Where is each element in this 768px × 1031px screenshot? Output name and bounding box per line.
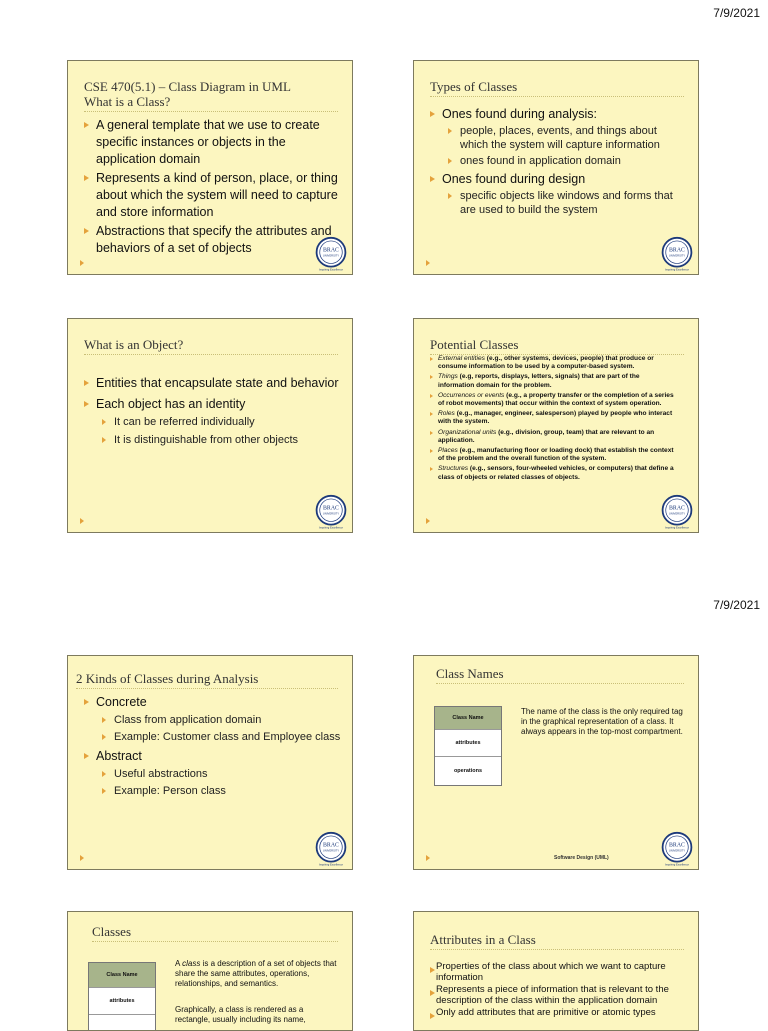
footer-arrow-icon bbox=[80, 855, 84, 861]
attributes-compartment: attributes bbox=[89, 988, 155, 1015]
svg-text:Inspiring Excellence: Inspiring Excellence bbox=[319, 268, 343, 272]
list-item: Structures (e.g., sensors, four-wheeled vehicles, or computers) that define a class of objects or related classes of objects. bbox=[428, 465, 674, 481]
sub-bullet: Example: Customer class and Employee class bbox=[82, 730, 342, 744]
slide-class-names bbox=[413, 655, 699, 870]
uml-class-box bbox=[88, 962, 156, 1031]
attributes-compartment: attributes bbox=[435, 730, 501, 757]
footer-arrow-icon bbox=[80, 518, 84, 524]
list-item: Occurrences or events (e.g., a property transfer or the completion of a series of robot movements) that occur within the context of system operation. bbox=[428, 392, 674, 408]
slide-what-is-an-object bbox=[67, 318, 353, 533]
svg-text:BRAC: BRAC bbox=[669, 247, 685, 254]
slide-classes bbox=[67, 911, 353, 1031]
bullet: Each object has an identity bbox=[82, 396, 342, 413]
operations-compartment: operations bbox=[453, 768, 483, 774]
svg-text:UNIVERSITY: UNIVERSITY bbox=[322, 512, 340, 516]
bullet: Ones found during analysis: bbox=[428, 106, 688, 123]
svg-text:BRAC: BRAC bbox=[669, 505, 685, 512]
class-names-description: The name of the class is the only required tag in the graphical representation of a class. It always appears in the top-most compartment. bbox=[521, 707, 683, 736]
university-logo bbox=[659, 236, 695, 272]
class-name-compartment: Class Name bbox=[89, 963, 155, 988]
slide-attributes-in-a-class bbox=[413, 911, 699, 1031]
footer-arrow-icon bbox=[426, 260, 430, 266]
list-item: External entities (e.g., other systems, devices, people) that produce or consume information to be used by a computer-based system. bbox=[428, 355, 674, 371]
svg-text:BRAC: BRAC bbox=[323, 247, 339, 254]
operations-compartment bbox=[89, 1015, 155, 1031]
bullet: Entities that encapsulate state and behavior bbox=[82, 375, 342, 392]
slide-kinds-of-classes bbox=[67, 655, 353, 870]
slide-title: CSE 470(5.1) – Class Diagram in UML What is a Class? bbox=[84, 79, 338, 112]
bullet-list bbox=[428, 962, 684, 1019]
svg-text:UNIVERSITY: UNIVERSITY bbox=[668, 512, 686, 516]
svg-text:UNIVERSITY: UNIVERSITY bbox=[668, 254, 686, 258]
bullet-list bbox=[428, 106, 688, 217]
slide-types-of-classes bbox=[413, 60, 699, 275]
page-date: 7/9/2021 bbox=[713, 6, 760, 20]
slide-title: Class Names bbox=[436, 666, 684, 684]
slide-title: Attributes in a Class bbox=[430, 932, 684, 950]
footer-arrow-icon bbox=[426, 855, 430, 861]
sub-bullet: people, places, events, and things about which the system will capture information bbox=[428, 124, 688, 152]
bullet-list bbox=[82, 117, 342, 257]
svg-text:Inspiring Excellence: Inspiring Excellence bbox=[665, 526, 689, 530]
bullet: Properties of the class about which we want to capture information bbox=[428, 962, 684, 983]
slide-title: Types of Classes bbox=[430, 79, 684, 97]
university-logo bbox=[313, 494, 349, 530]
list-item: Organizational units (e.g., division, group, team) that are relevant to an application. bbox=[428, 429, 674, 445]
svg-text:UNIVERSITY: UNIVERSITY bbox=[322, 849, 340, 853]
class-graphic-description: Graphically, a class is rendered as a rectangle, usually including its name, bbox=[175, 1005, 306, 1024]
slide-title: Classes bbox=[92, 924, 338, 942]
slide-what-is-a-class bbox=[67, 60, 353, 275]
slide-potential-classes bbox=[413, 318, 699, 533]
university-logo bbox=[313, 236, 349, 272]
bullet: Abstractions that specify the attributes and behaviors of a set of objects bbox=[82, 223, 342, 257]
bullet: Represents a piece of information that is relevant to the description of the class within the application domain bbox=[428, 985, 684, 1006]
bullet-list bbox=[82, 375, 342, 447]
svg-text:BRAC: BRAC bbox=[669, 842, 685, 849]
slide-footer: Software Design (UML) bbox=[554, 855, 609, 861]
svg-text:BRAC: BRAC bbox=[323, 842, 339, 849]
bullet: A general template that we use to create specific instances or objects in the application domain bbox=[82, 117, 342, 168]
svg-text:Inspiring Excellence: Inspiring Excellence bbox=[665, 268, 689, 272]
class-definition: A class is a description of a set of objects that share the same attributes, operations, relationships, and semantics. bbox=[175, 959, 337, 988]
bullet: Ones found during design bbox=[428, 171, 688, 188]
svg-text:Inspiring Excellence: Inspiring Excellence bbox=[319, 863, 343, 867]
list-item: Things (e.g, reports, displays, letters, signals) that are part of the information domain for the problem. bbox=[428, 373, 674, 389]
slide-title: What is an Object? bbox=[84, 337, 338, 355]
sub-bullet: Class from application domain bbox=[82, 713, 342, 727]
bullet-list bbox=[428, 355, 674, 484]
university-logo bbox=[659, 494, 695, 530]
bullet: Represents a kind of person, place, or thing about which the system will need to capture and store information bbox=[82, 170, 342, 221]
svg-text:Inspiring Excellence: Inspiring Excellence bbox=[319, 526, 343, 530]
svg-text:UNIVERSITY: UNIVERSITY bbox=[322, 254, 340, 258]
sub-bullet: It can be referred individually bbox=[82, 415, 342, 429]
list-item: Roles (e.g., manager, engineer, salesperson) played by people who interact with the system. bbox=[428, 410, 674, 426]
class-name-compartment: Class Name bbox=[435, 707, 501, 730]
slide-title: Potential Classes bbox=[430, 337, 684, 355]
svg-text:Inspiring Excellence: Inspiring Excellence bbox=[665, 863, 689, 867]
uml-class-box bbox=[434, 706, 502, 786]
footer-arrow-icon bbox=[80, 260, 84, 266]
bullet: Concrete bbox=[82, 694, 342, 711]
university-logo bbox=[313, 831, 349, 867]
sub-bullet: Example: Person class bbox=[82, 784, 342, 798]
page-date: 7/9/2021 bbox=[713, 598, 760, 612]
list-item: Places (e.g., manufacturing floor or loading dock) that establish the context of the problem and the overall function of the system. bbox=[428, 447, 674, 463]
bullet-list bbox=[82, 694, 342, 798]
slide-title: 2 Kinds of Classes during Analysis bbox=[76, 671, 338, 689]
svg-text:BRAC: BRAC bbox=[323, 505, 339, 512]
bullet: Only add attributes that are primitive or atomic types bbox=[428, 1008, 684, 1019]
footer-arrow-icon bbox=[426, 518, 430, 524]
svg-text:UNIVERSITY: UNIVERSITY bbox=[668, 849, 686, 853]
sub-bullet: It is distinguishable from other objects bbox=[82, 433, 342, 447]
sub-bullet: ones found in application domain bbox=[428, 154, 688, 168]
university-logo bbox=[659, 831, 695, 867]
sub-bullet: specific objects like windows and forms that are used to build the system bbox=[428, 189, 688, 217]
bullet: Abstract bbox=[82, 748, 342, 765]
sub-bullet: Useful abstractions bbox=[82, 767, 342, 781]
